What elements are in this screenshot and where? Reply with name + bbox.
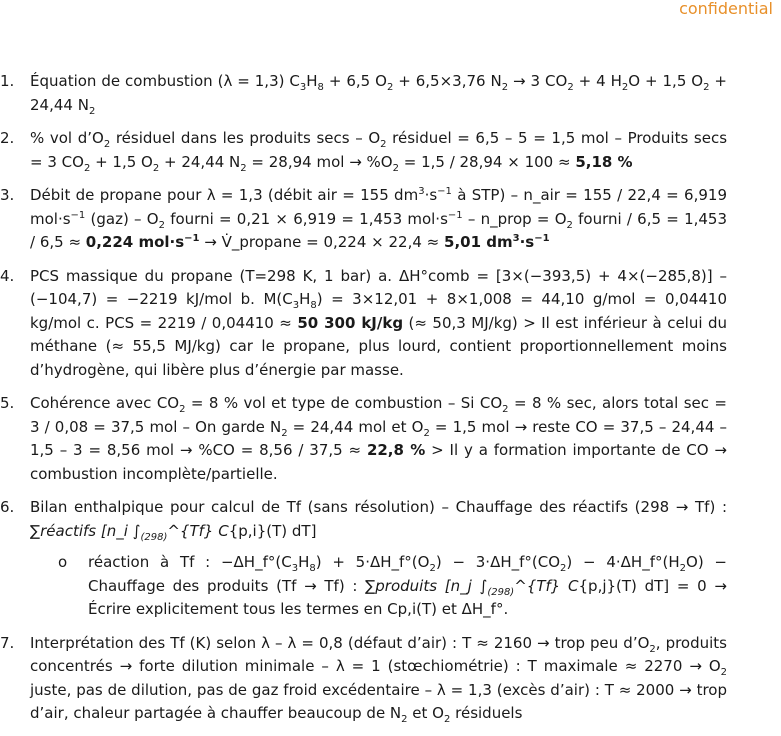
list-item-4 [0,265,781,383]
sub-bullet-item [30,551,727,622]
item-number: 1. [0,72,15,90]
item-text: Bilan enthalpique pour calcul de Tf (sans résolution) – Chauffage des réactifs (298 → Tf) : ∑réactifs [n_i $\int_{(298)}\^{}\{Tf\}$ C{p,i}(T) dT] [30,498,727,543]
item-number: 6. [0,498,15,516]
item-text: PCS massique du propane (T=298 K, 1 bar) a. ΔH°comb = [3×(−393,5) + 4×(−285,8)] – (−104,7) = −2219 kJ/mol b. $M(C_3H_8) = 3\times 12,01 + 8\times 1,008 = 44,10$ g/mol = 0,04410 kg/mol c. PCS = 2219 / 0,04410 ≈ 50 300 kJ/kg (≈ 50,3 MJ/kg) > Il est inférieur à celui du méthane (≈ 55,5 MJ/kg) car le propane, plus lourd, contient proportionnellement moins d’hydrogène, qui libère plus d’énergie par masse. [30,266,727,379]
item-text: Débit de propane pour λ = 1,3 (débit air = 155 $dm^3\cdot s^{-1}$ à STP) – n_air = 155 / 22,4 = 6,919 $mol\cdot s^{-1}$ $(gaz) - O_2$ fourni = 0,21 × 6,919 = 1,453 $mol\cdot s^{-1}$ – n_prop = $O_2$ fourni / 6,5 = 1,453 / 6,5 ≈ 0,224 $mol\cdot s^{-1}$ → V̇_propane = 0,224 × 22,4 ≈ 5,01 $dm^3\cdot s^{-1}$ [30,186,728,251]
item-number: 7. [0,633,15,652]
answer-list [0,70,781,736]
bullet-marker: o [58,553,68,571]
sub-item-text: réaction à Tf : $-\Delta H\_f^\circ(C_3H_8)$ + $5\cdot\Delta H\_f^\circ(O_2)$ − $3\cdot\Delta H\_f^\circ(CO_2)$ − $4\cdot\Delta H\_f^\circ(H_2O)$ − Chauffage des produits (Tf → Tf) : ∑produits [n_j $\int_{(298)}\^{}\{Tf\}$ C{p,j}(T) dT] = 0 → Écrire explicitement tous les termes en Cp,i(T) et ΔH_f°. [88,553,728,618]
item-number: 2. [0,129,15,147]
item-text: Équation de combustion (λ = 1,3) $C_3H_8 + 6,5$ $O_2 + 6,5\times 3,76$ $N_2 \to 3$ $CO_2 + 4$ $H_2O + 1,5$ $O_2 + 24,44$ $N_2$ [30,72,727,117]
item-number: 4. [0,266,15,285]
list-item-1 [0,70,781,117]
list-item-2 [0,127,781,174]
item-number: 5. [0,394,15,412]
list-item-3 [0,184,781,255]
item-text: % vol $d’O_2$ résiduel dans les produits secs – $O_2$ résiduel = 6,5 – 5 = 1,5 mol – Produits secs = 3 $CO_2 + 1,5$ $O_2 + 24,44$ $N_2 = 28,94$ mol → $\%O_2 = 1,5 / 28,94 \times 100 \approx 5,18$ % [30,129,728,174]
item-text: Interprétation des Tf (K) selon λ – λ = 0,8 (défaut d’air) : T ≈ 2160 → trop peu $d’O_2$, produits concentrés → forte dilution minimale – λ = 1 (stœchiométrie) : T maximale ≈ $2270 \to O_2$ juste, pas de dilution, pas de gaz froid excédentaire – λ = 1,3 (excès d’air) : T ≈ 2000 → trop d’air, chaleur partagée à chauffer beaucoup de $N_2$ et $O_2$ résiduels [30,633,727,725]
list-item-7 [0,632,781,726]
confidential-label: confidential [679,0,773,18]
item-text: Cohérence avec $CO_2 = 8$ % vol et type de combustion – Si $CO_2 = 8$ % sec, alors total sec = 3 / 0,08 = 37,5 mol – On garde $N_2 = 24,44$ mol et $O_2 = 1,5$ mol → reste CO = 37,5 – 24,44 – 1,5 – 3 = 8,56 mol → %CO = 8,56 / 37,5 ≈ 22,8 % > Il y a formation importante de CO → combustion incomplète/partielle. [30,394,727,483]
list-item-5 [0,392,781,486]
item-number: 3. [0,186,15,204]
list-item-6 [0,496,781,622]
